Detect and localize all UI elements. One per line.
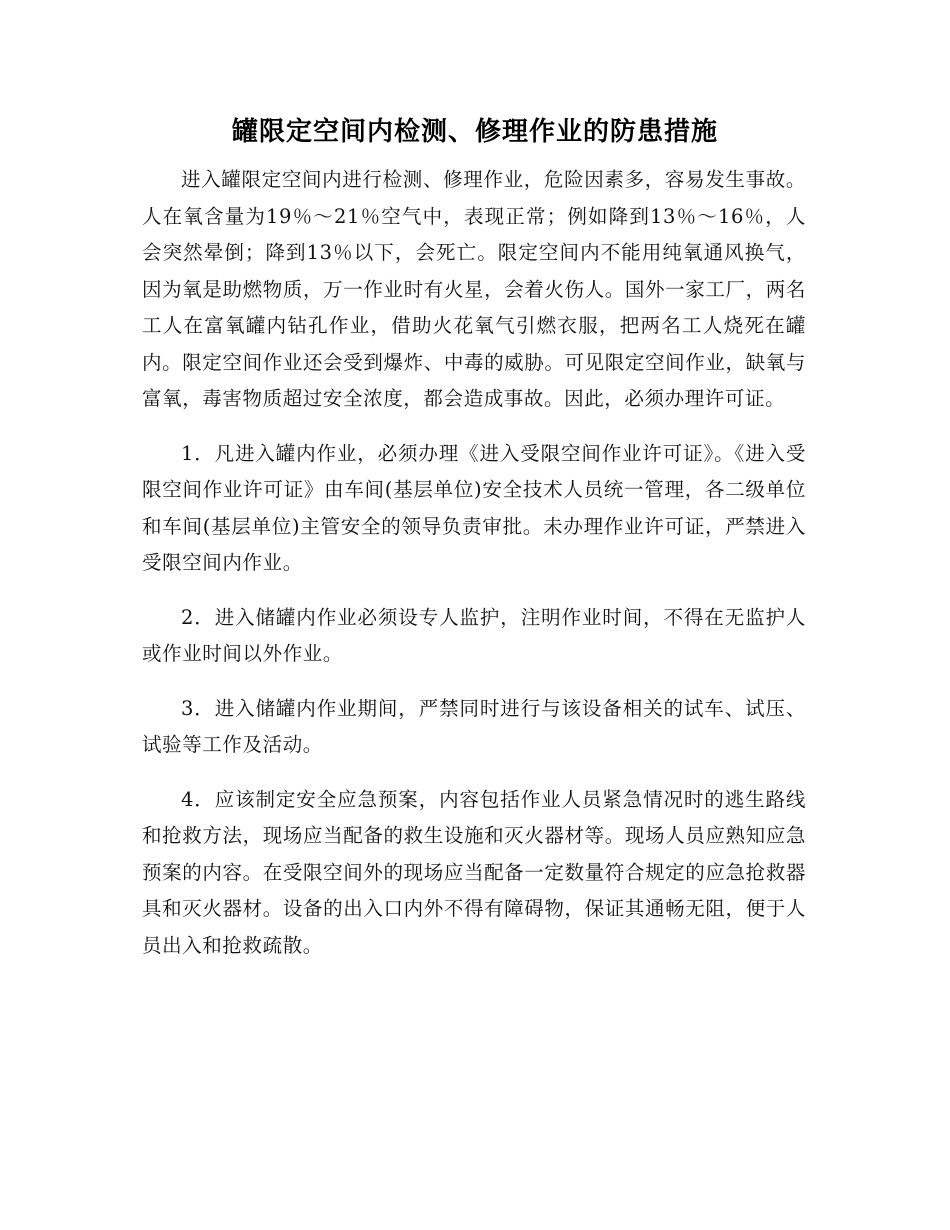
paragraph-item-4: 4．应该制定安全应急预案，内容包括作业人员紧急情况时的逃生路线和抢救方法，现场应当配备的救生设施和灭火器材等。现场人员应熟知应急预案的内容。在受限空间外的现场应当配备一定数量符合规定的应急抢救器具和灭火器材。设备的出入口内外不得有障碍物，保证其通畅无阻，便于人员出入和抢救疏散。 (142, 787, 806, 957)
paragraph-item-3: 3．进入储罐内作业期间，严禁同时进行与该设备相关的试车、试压、试验等工作及活动。 (142, 696, 806, 756)
page-title: 罐限定空间内检测、修理作业的防患措施 (231, 117, 718, 147)
document-body (142, 162, 806, 982)
paragraph-item-2: 2．进入储罐内作业必须设专人监护，注明作业时间，不得在无监护人或作业时间以外作业。 (142, 605, 806, 665)
paragraph-item-1: 1．凡进入罐内作业，必须办理《进入受限空间作业许可证》。《进入受限空间作业许可证》由车间(基层单位)安全技术人员统一管理，各二级单位和车间(基层单位)主管安全的领导负责审批。未办理作业许可证，严禁进入受限空间内作业。 (142, 441, 806, 574)
paragraph-intro: 进入罐限定空间内进行检测、修理作业，危险因素多，容易发生事故。人在氧含量为19％～21％空气中，表现正常；例如降到13％～16％，人会突然晕倒；降到13％以下，会死亡。限定空间内不能用纯氧通风换气，因为氧是助燃物质，万一作业时有火星，会着火伤人。国外一家工厂，两名工人在富氧罐内钻孔作业，借助火花氧气引燃衣服，把两名工人烧死在罐内。限定空间作业还会受到爆炸、中毒的威胁。可见限定空间作业，缺氧与富氧，毒害物质超过安全浓度，都会造成事故。因此，必须办理许可证。 (142, 168, 806, 410)
